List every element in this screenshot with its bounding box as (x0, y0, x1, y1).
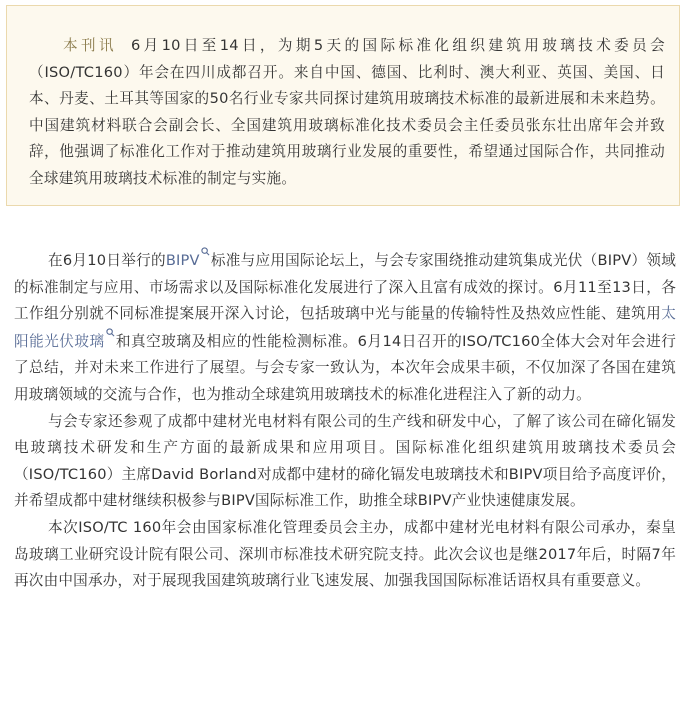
bipv-link[interactable]: BIPV (165, 252, 200, 269)
article-paragraph-2: 与会专家还参观了成都中建材光电材料有限公司的生产线和研发中心，了解了该公司在碲化镉发电玻璃技术研发和生产方面的最新成果和应用项目。国际标准化组织建筑用玻璃技术委员会（ISO/TC160）主席David Borland对成都中建材的碲化镉发电玻璃技术和BIPV项目给予高度评价，并希望成都中建材继续积极参与BIPV国际标准工作，助推全球BIPV产业快速健康发展。 (14, 412, 676, 510)
paragraph-1-prefix: 在6月10日举行的 (48, 252, 166, 269)
summary-box (6, 5, 680, 206)
search-icon[interactable] (106, 328, 115, 337)
search-icon[interactable] (201, 247, 210, 256)
solar-glass-link[interactable]: 太阳能光伏玻璃 (14, 305, 676, 350)
summary-text: 6月10日至14日，为期5天的国际标准化组织建筑用玻璃技术委员会（ISO/TC160）年会在四川成都召开。来自中国、德国、比利时、澳大利亚、英国、美国、日本、丹麦、土耳其等国家的50名行业专家共同探讨建筑用玻璃技术标准的最新进展和未来趋势。中国建筑材料联合会副会长、全国建筑用玻璃标准化技术委员会主任委员张东壮出席年会并致辞，他强调了标准化工作对于推动建筑用玻璃行业发展的重要性，希望通过国际合作，共同推动全球建筑用玻璃技术标准的制定与实施。 (29, 37, 665, 187)
summary-lead: 本刊讯 (63, 37, 117, 54)
paragraph-1-suffix: 和真空玻璃及相应的性能检测标准。6月14日召开的ISO/TC160全体大会对年会进行了总结，并对未来工作进行了展望。与会专家一致认为，本次年会成果丰硕，不仅加深了各国在建筑用玻璃领域的交流与合作，也为推动全球建筑用玻璃技术的标准化进程注入了新的动力。 (14, 332, 676, 403)
summary-paragraph (29, 33, 665, 193)
article-body (14, 247, 676, 595)
article-paragraph-3: 本次ISO/TC 160年会由国家标准化管理委员会主办，成都中建材光电材料有限公司承办，秦皇岛玻璃工业研究设计院有限公司、深圳市标准技术研究院支持。此次会议也是继2017年后，时隔7年再次由中国承办，对于展现我国建筑玻璃行业飞速发展、加强我国国际标准话语权具有重要意义。 (14, 518, 676, 590)
paragraph-1-middle: 标准与应用国际论坛上，与会专家围绕推动建筑集成光伏（BIPV）领域的标准制定与应用、市场需求以及国际标准化发展进行了深入且富有成效的探讨。6月11至13日，各工作组分别就不同标准提案展开深入讨论，包括玻璃中光与能量的传输特性及热效应性能、建筑用 (14, 252, 677, 323)
article-paragraph-1 (14, 247, 676, 409)
